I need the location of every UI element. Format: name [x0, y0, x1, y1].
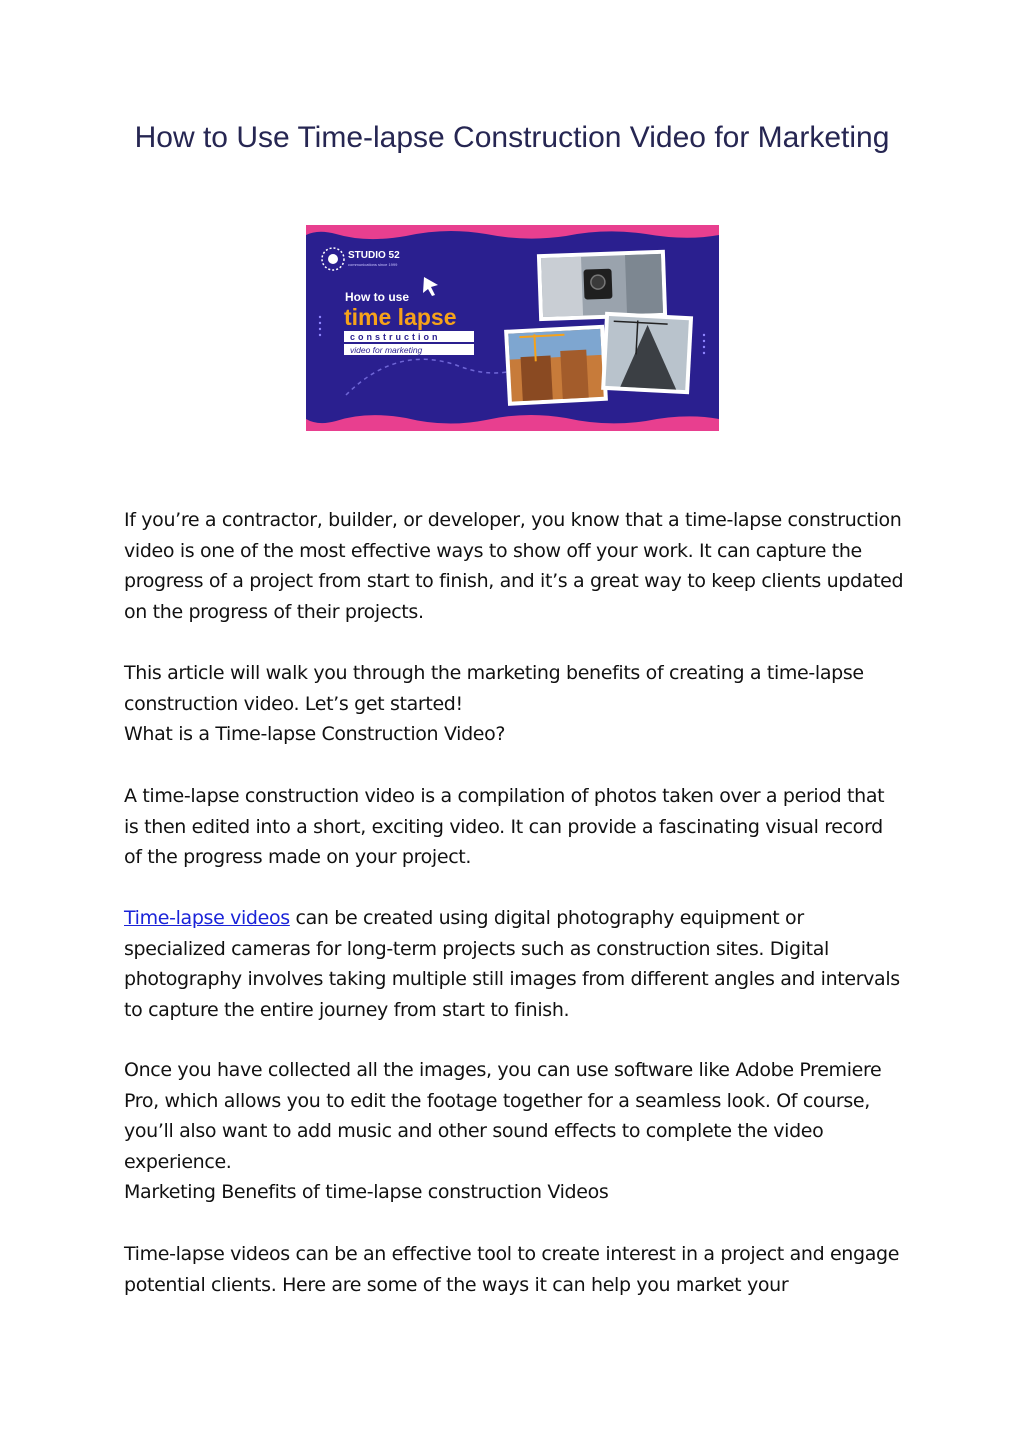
paragraph-editing: Once you have collected all the images, you can use software like Adobe Premiere Pro, which allows you to edit the footage together for a seamless look. Of course, you’ll also want to add music and other sound effects to complete the video experience. Marketing Benefits of time-lapse construction Videos [124, 1055, 914, 1208]
banner-line1: How to use [345, 290, 410, 304]
section-heading-marketing-benefits: Marketing Benefits of time-lapse construction Videos [124, 1181, 609, 1204]
banner-brand-tagline: communications since 1999 [348, 262, 398, 267]
banner-line2: time lapse [344, 304, 457, 330]
paragraph-equipment [124, 903, 904, 1025]
article-banner-image [306, 225, 719, 431]
paragraph-equipment-text: can be created using digital photography equipment or specialized cameras for long-term projects such as construction sites. Digital photography involves taking multiple still images from different angles and intervals to capture the entire journey from start to finish. [124, 907, 900, 1021]
paragraph-definition: A time-lapse construction video is a compilation of photos taken over a period that is then edited into a short, exciting video. It can provide a fascinating visual record of the progress made on your project. [124, 785, 885, 869]
paragraph-intro: If you’re a contractor, builder, or developer, you know that a time-lapse construction video is one of the most effective ways to show off your work. It can capture the progress of a project from start to finish, and it’s a great way to keep clients updated on the progress of their projects. [124, 509, 904, 623]
section-heading-what-is: What is a Time-lapse Construction Video? [124, 723, 506, 746]
banner-brand: STUDIO 52 [348, 250, 400, 261]
construction-site-photo [504, 325, 608, 406]
building-photo [601, 312, 693, 394]
camera-photo [537, 250, 667, 321]
paragraph-benefits-intro: Time-lapse videos can be an effective tool to create interest in a project and engage potential clients. Here are some of the ways it can help you market your [124, 1243, 900, 1296]
page-title: How to Use Time-lapse Construction Video for Marketing [134, 121, 890, 154]
banner-line3: construction [350, 332, 441, 342]
banner-line4: video for marketing [350, 345, 423, 355]
time-lapse-videos-link[interactable]: Time-lapse videos [124, 907, 290, 929]
paragraph-overview: This article will walk you through the marketing benefits of creating a time-lapse construction video. Let’s get started! What is a Time-lapse Construction Video? [124, 658, 904, 750]
